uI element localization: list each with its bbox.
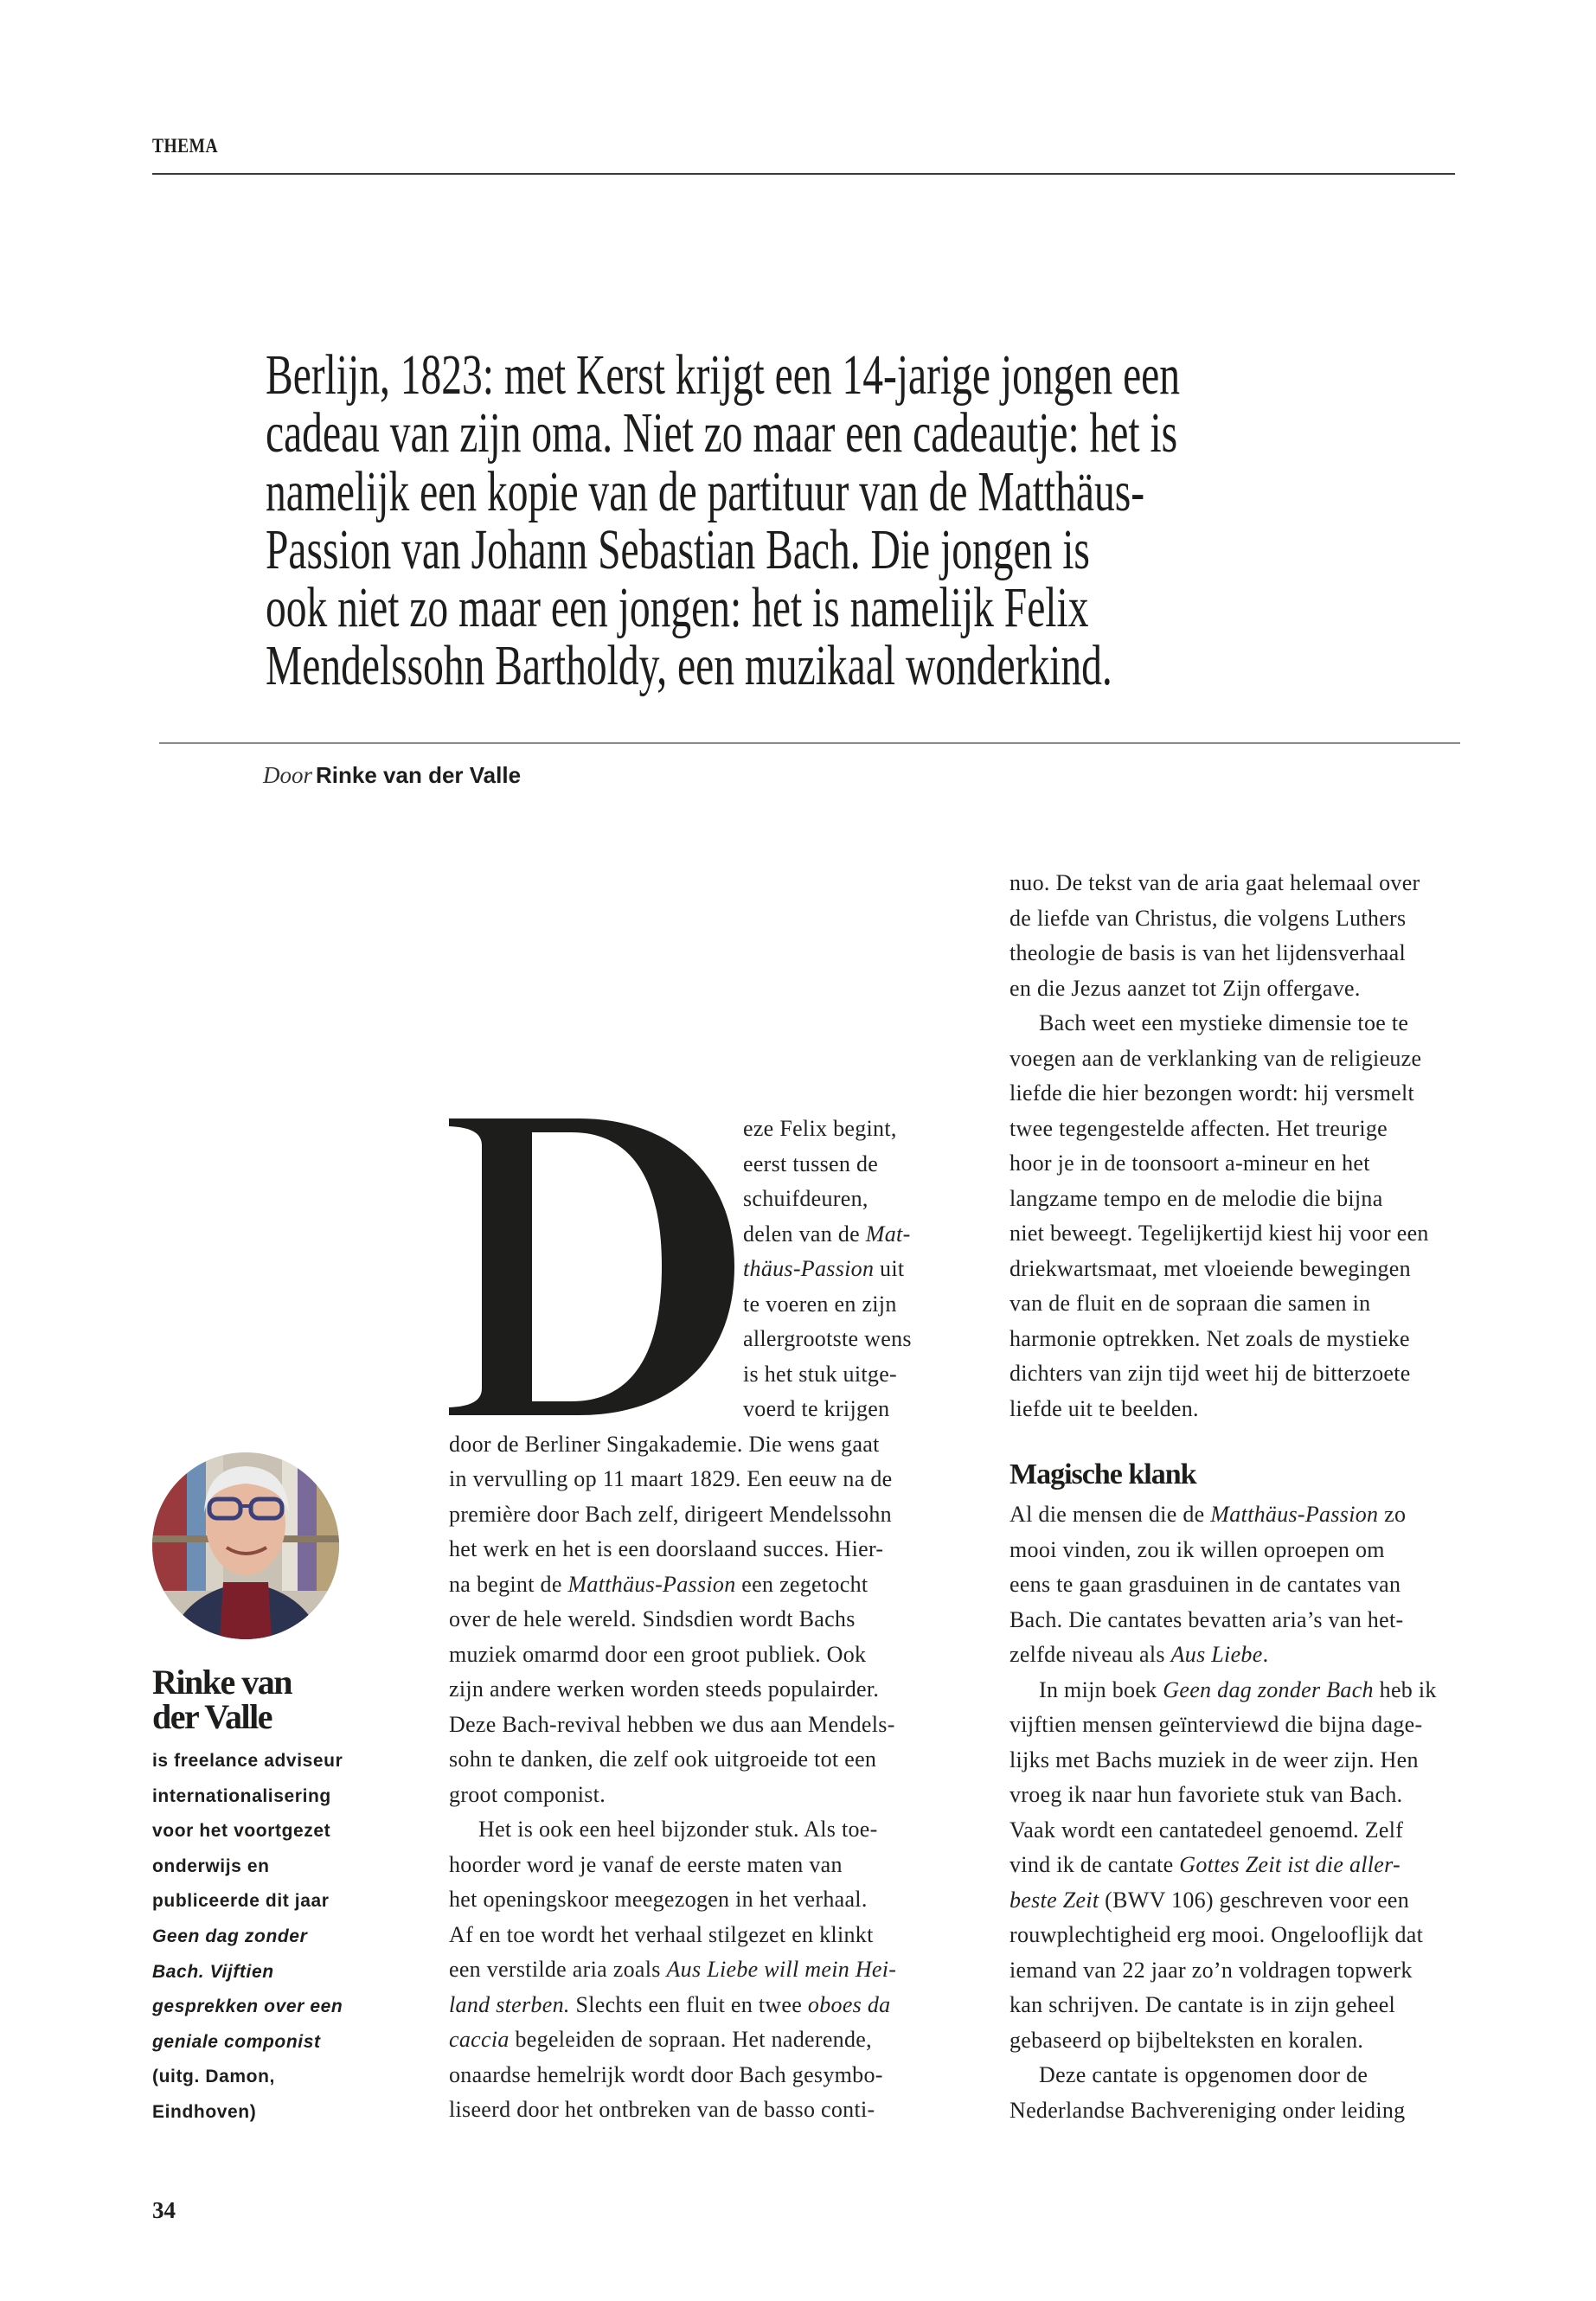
lede-line: Passion van Johann Sebastian Bach. Die jongen is xyxy=(266,517,1090,581)
text-line xyxy=(1010,1006,1429,1042)
text-span: na begint de xyxy=(449,1571,568,1597)
text-span: rouwplechtigheid erg mooi. Ongelooflijk dat xyxy=(1010,1922,1424,1947)
text-span: voegen aan de verklanking van de religieuze xyxy=(1010,1045,1422,1071)
text-span: van de fluit en de sopraan die samen in xyxy=(1010,1291,1371,1316)
text-line xyxy=(449,1778,896,1813)
text-line xyxy=(449,1462,896,1497)
text-line xyxy=(1010,1988,1437,2023)
text-line xyxy=(1010,901,1429,937)
text-span: Vaak wordt een cantatedeel genoemd. Zelf xyxy=(1010,1817,1404,1843)
text-line xyxy=(449,1638,896,1673)
text-span: hoor je in de toonsoort a-mineur en het xyxy=(1010,1150,1370,1176)
text-line xyxy=(1010,1322,1429,1357)
text-span: harmonie optrekken. Net zoals de mystieke xyxy=(1010,1325,1410,1351)
text-span: voerd te krijgen xyxy=(743,1396,890,1421)
lede-divider xyxy=(159,742,1460,744)
text-line xyxy=(1010,1638,1437,1673)
text-line xyxy=(1010,936,1429,971)
text-line xyxy=(1010,1112,1429,1147)
lede-line: cadeau van zijn oma. Niet zo maar een cadeautje: het is xyxy=(266,401,1178,465)
text-line xyxy=(152,1990,343,2025)
text-line xyxy=(1010,2093,1437,2129)
text-line xyxy=(1010,1356,1429,1392)
text-span: Deze cantate is opgenomen door de xyxy=(1039,2062,1368,2087)
text-line xyxy=(1010,1673,1437,1708)
text-line xyxy=(152,1884,343,1920)
text-line xyxy=(449,1497,896,1533)
text-line xyxy=(152,1814,343,1849)
text-line xyxy=(152,1744,343,1779)
italic-text: caccia xyxy=(449,2027,510,2052)
text-span: hoorder word je vanaf de eerste maten van xyxy=(449,1851,843,1877)
text-line xyxy=(449,1988,896,2023)
author-name-heading xyxy=(152,1665,292,1734)
text-line xyxy=(1010,1708,1437,1743)
text-span: liefde die hier bezongen wordt: hij versmelt xyxy=(1010,1080,1415,1106)
text-span: zo xyxy=(1378,1502,1407,1527)
text-line xyxy=(1010,1778,1437,1813)
text-span: Af en toe wordt het verhaal stilgezet en klinkt xyxy=(449,1921,874,1947)
article-column-1-beside-dropcap xyxy=(743,1112,912,1427)
text-line xyxy=(743,1392,912,1427)
text-line xyxy=(1010,1918,1437,1953)
italic-text: Mat- xyxy=(865,1221,911,1247)
text-line xyxy=(743,1287,912,1323)
text-span: liseerd door het ontbreken van de basso conti- xyxy=(449,2097,875,2122)
text-span: driekwartsmaat, met vloeiende bewegingen xyxy=(1010,1255,1411,1281)
italic-text: geniale componist xyxy=(152,2031,321,2052)
drop-cap xyxy=(449,1118,734,1415)
italic-text: Aus Liebe xyxy=(1170,1642,1263,1667)
text-line xyxy=(449,1812,896,1848)
text-line xyxy=(1010,1216,1429,1252)
text-line xyxy=(1010,1953,1437,1989)
text-line xyxy=(152,2095,343,2131)
text-span: Slechts een fluit en twee xyxy=(569,1991,808,2017)
text-line xyxy=(743,1217,912,1253)
text-span: sohn te danken, die zelf ook uitgroeide tot een xyxy=(449,1747,877,1772)
text-line xyxy=(1010,1042,1429,1077)
italic-text: oboes da xyxy=(807,1991,891,2017)
text-span: twee tegengestelde affecten. Het treurige xyxy=(1010,1115,1388,1141)
text-line xyxy=(449,1567,896,1603)
text-span: Al die mensen die de xyxy=(1010,1502,1211,1527)
text-line xyxy=(1010,1813,1437,1849)
text-span: muziek omarmd door een groot publiek. Ook xyxy=(449,1641,867,1667)
text-span: te voeren en zijn xyxy=(743,1291,897,1317)
author-bio xyxy=(152,1744,343,2131)
text-span: onderwijs en xyxy=(152,1856,270,1876)
text-span: liefde uit te beelden. xyxy=(1010,1395,1199,1421)
text-span: première door Bach zelf, dirigeert Mendelssohn xyxy=(449,1501,892,1527)
italic-text: Geen dag zonder Bach xyxy=(1163,1676,1374,1702)
text-span: In mijn boek xyxy=(1039,1676,1163,1702)
text-span: het openingskoor meegezogen in het verhaal. xyxy=(449,1887,868,1912)
header-divider xyxy=(152,173,1455,175)
text-span: Bach. Die cantates bevatten aria’s van het- xyxy=(1010,1606,1404,1632)
text-line xyxy=(743,1252,912,1287)
text-span: uit xyxy=(874,1256,905,1281)
text-span: een verstilde aria zoals xyxy=(449,1957,667,1982)
text-span: dichters van zijn tijd weet hij de bitterzoete xyxy=(1010,1361,1411,1386)
text-span: kan schrijven. De cantate is in zijn geheel xyxy=(1010,1992,1396,2017)
text-span: is het stuk uitge- xyxy=(743,1361,897,1387)
text-line xyxy=(449,1602,896,1638)
text-span: het werk en het is een doorslaand succes. Hier- xyxy=(449,1536,884,1561)
byline-author: Rinke van der Valle xyxy=(316,762,522,788)
text-line xyxy=(449,2058,896,2093)
text-line xyxy=(1010,1883,1437,1919)
text-line xyxy=(449,1952,896,1988)
text-span: (BWV 106) geschreven voor een xyxy=(1099,1887,1410,1913)
text-span: vroeg ik naar hun favoriete stuk van Bach. xyxy=(1010,1782,1403,1807)
text-line xyxy=(1010,971,1429,1007)
text-span: de liefde van Christus, die volgens Luthers xyxy=(1010,905,1407,931)
text-span: Bach weet een mystieke dimensie toe te xyxy=(1039,1010,1409,1035)
italic-text: beste Zeit xyxy=(1010,1887,1099,1913)
text-span: langzame tempo en de melodie die bijna xyxy=(1010,1185,1383,1211)
text-span: begeleiden de sopraan. Het naderende, xyxy=(509,2027,872,2052)
text-line xyxy=(1010,2023,1437,2059)
lede-line: Berlijn, 1823: met Kerst krijgt een 14-jarige jongen een xyxy=(266,343,1181,407)
text-line xyxy=(449,1742,896,1778)
text-span: Nederlandse Bachvereniging onder leiding xyxy=(1010,2097,1406,2123)
italic-text: Geen dag zonder xyxy=(152,1926,308,1946)
italic-text: Bach. Vijftien xyxy=(152,1961,274,1982)
text-line xyxy=(1010,1076,1429,1112)
text-span: mooi vinden, zou ik willen oproepen om xyxy=(1010,1536,1385,1562)
text-line xyxy=(152,2025,343,2061)
text-line xyxy=(152,2060,343,2095)
text-line xyxy=(449,1848,896,1883)
text-line xyxy=(743,1357,912,1393)
lede-line: Mendelssohn Bartholdy, een muzikaal wonderkind. xyxy=(266,634,1112,698)
text-span: een zegetocht xyxy=(735,1571,869,1597)
text-line xyxy=(743,1112,912,1147)
text-span: Het is ook een heel bijzonder stuk. Als toe- xyxy=(478,1817,878,1842)
author-photo xyxy=(152,1452,339,1639)
text-line xyxy=(1010,1567,1437,1603)
text-span: schuifdeuren, xyxy=(743,1186,869,1211)
text-span: theologie de basis is van het lijdensverhaal xyxy=(1010,940,1406,965)
text-span: is freelance adviseur xyxy=(152,1751,343,1771)
text-line xyxy=(743,1182,912,1217)
article-column-2-top xyxy=(1010,866,1429,1426)
text-line xyxy=(1010,1743,1437,1779)
text-line xyxy=(1010,866,1429,901)
text-span: in vervulling op 11 maart 1829. Een eeuw na de xyxy=(449,1466,893,1491)
text-line xyxy=(1010,1603,1437,1638)
text-line xyxy=(1010,1182,1429,1217)
text-span: zelfde niveau als xyxy=(1010,1642,1171,1667)
lede-intro xyxy=(266,343,1535,698)
text-line xyxy=(449,1672,896,1708)
byline xyxy=(263,762,521,789)
text-line xyxy=(152,1779,343,1815)
text-span: nuo. De tekst van de aria gaat helemaal over xyxy=(1010,870,1420,895)
text-line xyxy=(152,1955,343,1990)
text-line xyxy=(1010,1497,1437,1533)
text-span: allergrootste wens xyxy=(743,1326,912,1351)
text-line xyxy=(1010,1848,1437,1883)
text-span: Deze Bach-revival hebben we dus aan Mendels- xyxy=(449,1711,895,1737)
drop-cap-letter-d xyxy=(449,1118,734,1415)
italic-text: Aus Liebe will mein Hei- xyxy=(666,1957,897,1982)
text-span: niet beweegt. Tegelijkertijd kiest hij voor een xyxy=(1010,1221,1429,1246)
italic-text: land sterben. xyxy=(449,1991,570,2017)
text-span: door de Berliner Singakademie. Die wens gaat xyxy=(449,1431,880,1457)
text-span: zijn andere werken worden steeds populairder. xyxy=(449,1676,880,1702)
text-line xyxy=(449,2022,896,2058)
italic-text: Matthäus-Passion xyxy=(1210,1502,1379,1527)
text-line xyxy=(743,1322,912,1357)
text-span: . xyxy=(1262,1642,1269,1667)
text-span: heb ik xyxy=(1373,1676,1437,1702)
text-line xyxy=(152,1920,343,1955)
text-span: publiceerde dit jaar xyxy=(152,1891,330,1912)
subheading: Magische klank xyxy=(1010,1458,1196,1490)
text-span: eze Felix begint, xyxy=(743,1116,897,1141)
author-name-line: der Valle xyxy=(152,1697,272,1736)
lede-line: namelijk een kopie van de partituur van de Matthäus- xyxy=(266,459,1145,523)
author-name-line: Rinke van xyxy=(152,1663,292,1702)
text-line xyxy=(449,1708,896,1743)
text-span: eens te gaan grasduinen in de cantates van xyxy=(1010,1572,1401,1597)
text-line xyxy=(1010,1252,1429,1287)
text-span: gebaseerd op bijbelteksten en koralen. xyxy=(1010,2027,1364,2053)
italic-text: Matthäus-Passion xyxy=(567,1571,736,1597)
text-line xyxy=(449,2093,896,2128)
italic-text: Gottes Zeit ist die aller- xyxy=(1179,1852,1401,1877)
text-span: lijks met Bachs muziek in de weer zijn. Hen xyxy=(1010,1747,1419,1772)
text-span: onaardse hemelrijk wordt door Bach gesymbo- xyxy=(449,2061,883,2087)
article-column-2-bottom xyxy=(1010,1497,1437,2128)
text-line xyxy=(1010,1533,1437,1568)
text-line xyxy=(152,1849,343,1885)
article-column-1 xyxy=(449,1427,896,2128)
text-span: delen van de xyxy=(743,1221,866,1247)
text-line xyxy=(449,1882,896,1918)
text-span: voor het voortgezet xyxy=(152,1821,331,1842)
text-line xyxy=(449,1918,896,1953)
text-span: vijftien mensen geïnterviewd die bijna dage- xyxy=(1010,1712,1423,1737)
text-span: groot componist. xyxy=(449,1781,606,1807)
lede-line: ook niet zo maar een jongen: het is namelijk Felix xyxy=(266,576,1089,640)
text-line xyxy=(449,1532,896,1567)
text-line xyxy=(1010,1146,1429,1182)
text-span: Eindhoven) xyxy=(152,2101,257,2122)
italic-text: thäus-Passion xyxy=(743,1256,875,1281)
text-span: over de hele wereld. Sindsdien wordt Bachs xyxy=(449,1606,856,1631)
text-line xyxy=(449,1427,896,1463)
italic-text: gesprekken over een xyxy=(152,1997,343,2017)
text-line xyxy=(1010,1392,1429,1427)
text-span: vind ik de cantate xyxy=(1010,1852,1180,1877)
page-number: 34 xyxy=(152,2197,176,2223)
text-line xyxy=(743,1147,912,1183)
text-span: internationalisering xyxy=(152,1785,331,1806)
text-line xyxy=(1010,2058,1437,2093)
text-span: eerst tussen de xyxy=(743,1150,879,1176)
text-line xyxy=(1010,1286,1429,1322)
byline-prefix: Door xyxy=(263,762,313,788)
section-label: THEMA xyxy=(152,135,218,157)
text-span: (uitg. Damon, xyxy=(152,2067,275,2087)
text-span: iemand van 22 jaar zo’n voldragen topwerk xyxy=(1010,1957,1413,1983)
text-span: en die Jezus aanzet tot Zijn offergave. xyxy=(1010,975,1361,1001)
